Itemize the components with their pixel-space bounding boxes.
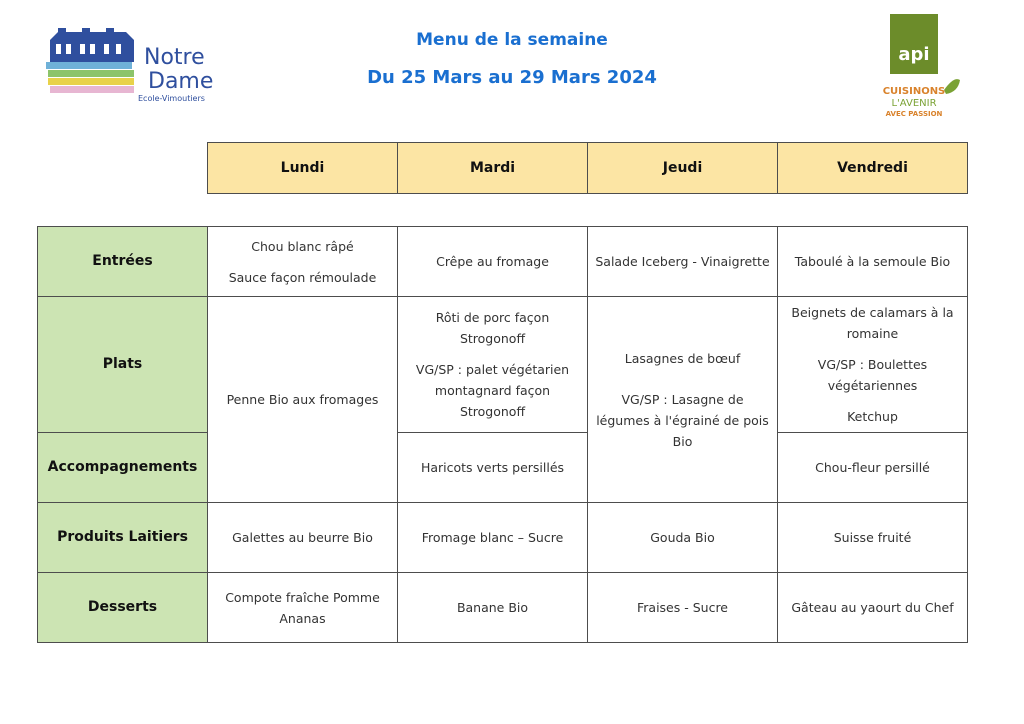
api-line2: L'AVENIR [891, 98, 937, 109]
cell-entrees-mardi: Crêpe au fromage [398, 227, 588, 297]
leaf-icon [944, 79, 960, 94]
api-line1: CUISINONS [882, 86, 946, 97]
cell-desserts-vendredi: Gâteau au yaourt du Chef [778, 573, 968, 643]
day-lundi: Lundi [208, 143, 398, 194]
logo-notre: Notre [144, 45, 205, 70]
row-label-desserts: Desserts [38, 573, 208, 643]
cell-laitiers-vendredi: Suisse fruité [778, 503, 968, 573]
row-entrees [38, 227, 968, 297]
day-vendredi: Vendredi [778, 143, 968, 194]
cell-desserts-lundi: Compote fraîche Pomme Ananas [208, 573, 398, 643]
cell-laitiers-lundi: Galettes au beurre Bio [208, 503, 398, 573]
row-accompagnements [38, 433, 968, 503]
api-brand: api [898, 44, 930, 65]
menu-table [37, 226, 968, 643]
row-plats [38, 297, 968, 433]
cell-accompagnements-vendredi: Chou-fleur persillé [778, 433, 968, 503]
cell-laitiers-jeudi: Gouda Bio [588, 503, 778, 573]
cell-entrees-vendredi: Taboulé à la semoule Bio [778, 227, 968, 297]
cell-desserts-mardi: Banane Bio [398, 573, 588, 643]
row-desserts [38, 573, 968, 643]
cell-plats-lundi: Penne Bio aux fromages [208, 297, 398, 503]
api-line3: AVEC PASSION [885, 110, 943, 118]
cell-plats-mardi: Rôti de porc façon Strogonoff VG/SP : palet végétarien montagnard façon Strogonoff [398, 297, 588, 433]
row-label-accompagnements: Accompagnements [38, 433, 208, 503]
cell-entrees-jeudi: Salade Iceberg - Vinaigrette [588, 227, 778, 297]
logo-subtitle: Ecole-Vimoutiers [138, 94, 205, 103]
page-dates: Du 25 Mars au 29 Mars 2024 [367, 67, 657, 88]
logo-dame: Dame [148, 69, 214, 94]
cell-plats-jeudi: Lasagnes de bœuf VG/SP : Lasagne de légumes à l'égrainé de pois Bio [588, 297, 778, 503]
page-title: Menu de la semaine [416, 30, 608, 50]
cell-plats-vendredi: Beignets de calamars à la romaine VG/SP : Boulettes végétariennes Ketchup [778, 297, 968, 433]
day-jeudi: Jeudi [588, 143, 778, 194]
cell-entrees-lundi: Chou blanc râpé Sauce façon rémoulade [208, 227, 398, 297]
day-mardi: Mardi [398, 143, 588, 194]
row-laitiers [38, 503, 968, 573]
row-label-plats: Plats [38, 297, 208, 433]
day-header-table [207, 142, 968, 194]
cell-desserts-jeudi: Fraises - Sucre [588, 573, 778, 643]
cell-accompagnements-mardi: Haricots verts persillés [398, 433, 588, 503]
row-label-entrees: Entrées [38, 227, 208, 297]
cell-laitiers-mardi: Fromage blanc – Sucre [398, 503, 588, 573]
row-label-laitiers: Produits Laitiers [38, 503, 208, 573]
api-logo [862, 14, 966, 120]
